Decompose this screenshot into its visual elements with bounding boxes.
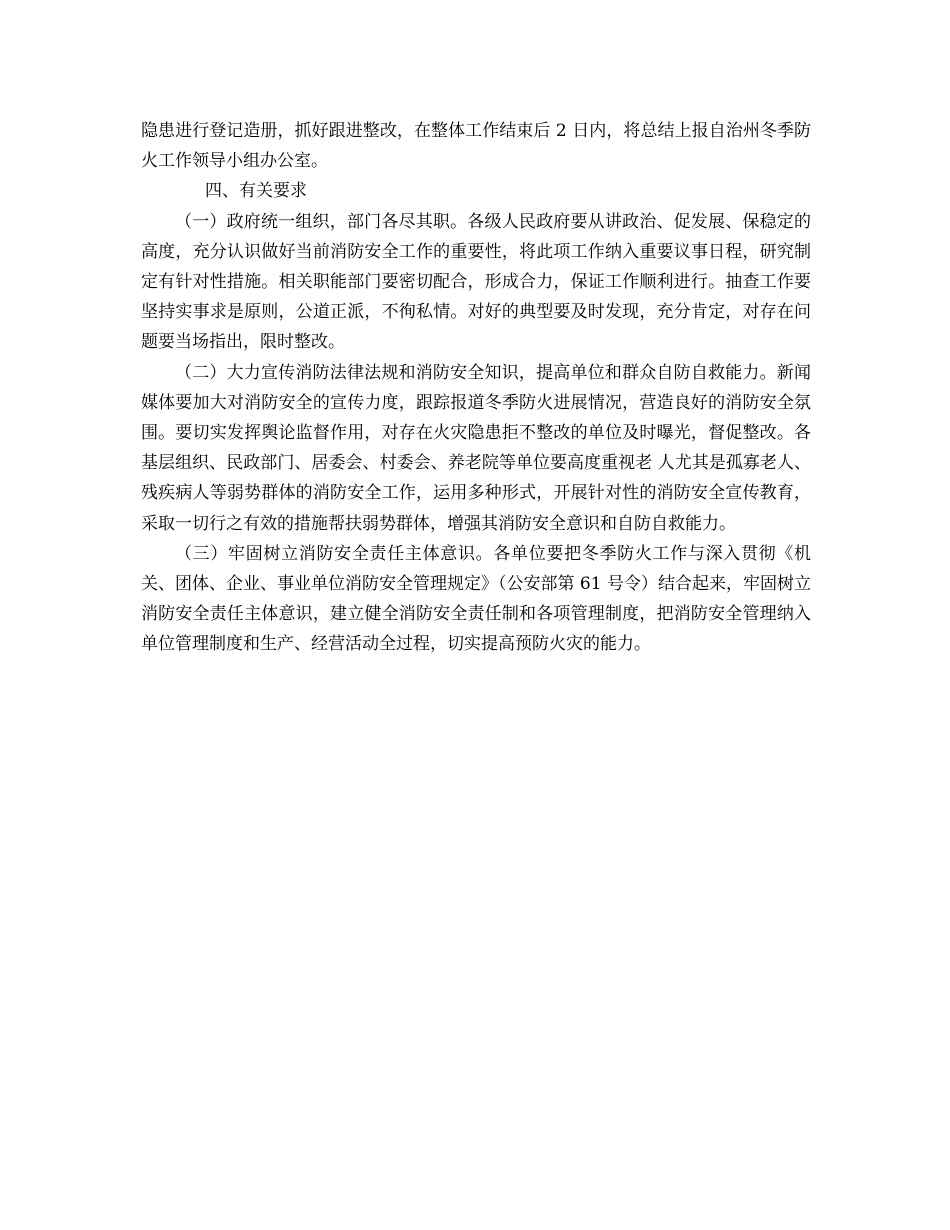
paragraph-requirement-3: （三）牢固树立消防安全责任主体意识。各单位要把冬季防火工作与深入贯彻《机关、团体、企业、事业单位消防安全管理规定》（公安部第 61 号令）结合起来，牢固树立消防安全责任主体意识，建立健全消防安全责任制和各项管理制度，把消防安全管理纳入单位管理制度和生产、经营活动全过程，切实提高预防火灾的能力。 xyxy=(141,543,811,655)
paragraph-continuation: 隐患进行登记造册，抓好跟进整改，在整体工作结束后 2 日内，将总结上报自治州冬季防火工作领导小组办公室。 xyxy=(141,121,811,172)
paragraph-requirement-1: （一）政府统一组织，部门各尽其职。各级人民政府要从讲政治、促发展、保稳定的高度，充分认识做好当前消防安全工作的重要性，将此项工作纳入重要议事日程，研究制定有针对性措施。相关职能部门要密切配合，形成合力，保证工作顺利进行。抽查工作要坚持实事求是原则，公道正派，不徇私情。对好的典型要及时发现，充分肯定，对存在问题要当场指出，限时整改。 xyxy=(141,211,811,353)
section-heading: 四、有关要求 xyxy=(205,181,307,202)
paragraph-requirement-2: （二）大力宣传消防法律法规和消防安全知识，提高单位和群众自防自救能力。新闻媒体要加大对消防安全的宣传力度，跟踪报道冬季防火进展情况，营造良好的消防安全氛围。要切实发挥舆论监督作用，对存在火灾隐患拒不整改的单位及时曝光，督促整改。各基层组织、民政部门、居委会、村委会、养老院等单位要高度重视老 人尤其是孤寡老人、残疾病人等弱势群体的消防安全工作，运用多种形式，开展针对性的消防安全宣传教育，采取一切行之有效的措施帮扶弱势群体，增强其消防安全意识和自防自救能力。 xyxy=(141,362,811,534)
document-body xyxy=(141,116,811,660)
